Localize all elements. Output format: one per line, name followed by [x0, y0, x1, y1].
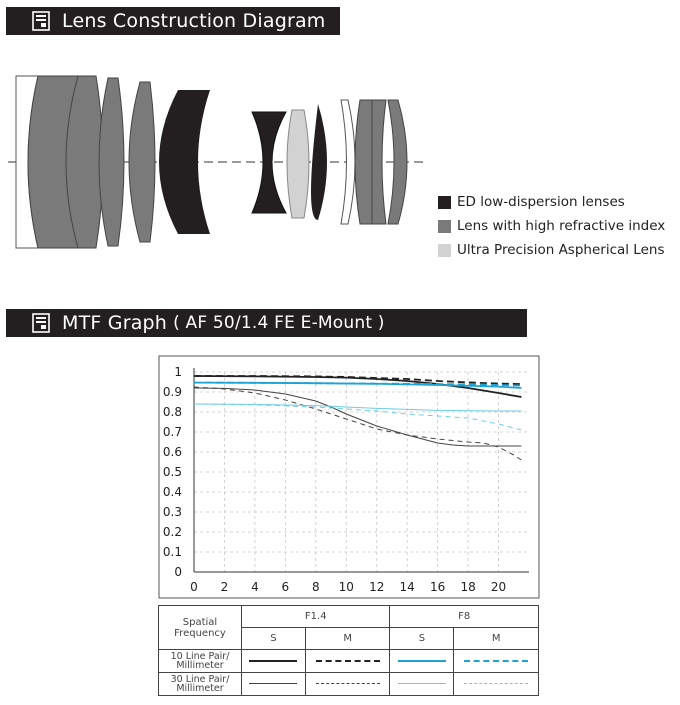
lens-element-3: [66, 76, 103, 248]
x-tick-label: 6: [281, 580, 290, 594]
legend-line-f14-10-s: [249, 660, 297, 662]
lens-construction-title: Lens Construction Diagram: [62, 10, 326, 32]
legend-swatch: [438, 196, 451, 209]
y-tick-label: 0.8: [162, 405, 182, 419]
legend-line-f14-30-s: [249, 683, 297, 684]
x-tick-label: 2: [220, 580, 229, 594]
lens-element-4: [99, 78, 124, 246]
lens-element-10: [341, 100, 355, 224]
legend-label: Ultra Precision Aspherical Lens: [457, 242, 665, 258]
document-icon: [28, 7, 54, 35]
legend-item: [438, 190, 665, 214]
y-tick-label: 0.5: [162, 465, 182, 479]
mtf-graph-subtitle: ( AF 50/1.4 FE E-Mount ): [173, 313, 385, 333]
series-line-F14-30lp-s: [194, 388, 521, 446]
row-label-10lp: 10 Line Pair/ Millimeter: [159, 650, 242, 673]
lens-construction-banner: [6, 7, 340, 35]
lens-element-5: [129, 82, 155, 242]
lens-element-12: [372, 100, 386, 224]
spatial-frequency-header: Spatial Frequency: [159, 606, 242, 650]
y-tick-label: 0.4: [162, 485, 182, 499]
legend-item: [438, 214, 665, 238]
meridional-header: M: [305, 628, 390, 650]
x-tick-label: 10: [338, 580, 354, 594]
lens-element-6: [159, 90, 210, 234]
row-label-30lp: 30 Line Pair/ Millimeter: [159, 673, 242, 696]
y-tick-label: 0.9: [162, 385, 182, 399]
legend-swatch: [438, 220, 451, 233]
mtf-graph-banner: [6, 309, 527, 337]
x-tick-label: 16: [429, 580, 446, 594]
y-tick-label: 0: [174, 565, 182, 579]
x-tick-label: 12: [369, 580, 385, 594]
lens-legend: [438, 190, 665, 262]
x-tick-label: 14: [399, 580, 415, 594]
mtf-legend-table: [158, 605, 539, 696]
y-tick-label: 0.1: [162, 545, 182, 559]
x-tick-label: 4: [251, 580, 259, 594]
y-tick-label: 0.7: [162, 425, 182, 439]
lens-element-9: [311, 104, 327, 220]
legend-line-f8-10-m: [464, 660, 528, 662]
series-line-F14-30lp-m: [194, 387, 521, 460]
document-icon: [28, 309, 54, 337]
legend-line-f14-10-m: [316, 660, 380, 662]
x-tick-label: 20: [490, 580, 507, 594]
aperture-f14-header: F1.4: [242, 606, 390, 628]
lens-element-11: [355, 100, 372, 224]
legend-swatch: [438, 244, 451, 257]
legend-label: Lens with high refractive index: [457, 218, 666, 234]
legend-line-f8-30-s: [398, 683, 446, 684]
mtf-chart: [0, 340, 680, 602]
x-tick-label: 8: [311, 580, 320, 594]
aperture-f8-header: F8: [390, 606, 539, 628]
mtf-graph-title: MTF Graph: [62, 312, 168, 334]
sagittal-header: S: [242, 628, 306, 650]
legend-line-f8-30-m: [464, 683, 528, 684]
y-tick-label: 0.2: [162, 525, 182, 539]
sagittal-header: S: [390, 628, 454, 650]
legend-line-f8-10-s: [398, 660, 446, 662]
lens-element-8: [287, 110, 309, 218]
legend-line-f14-30-m: [316, 683, 380, 684]
legend-label: ED low-dispersion lenses: [457, 194, 625, 210]
x-tick-label: 18: [460, 580, 476, 594]
y-tick-label: 0.6: [162, 445, 182, 459]
legend-item: [438, 238, 665, 262]
x-tick-label: 0: [190, 580, 198, 594]
y-tick-label: 0.3: [162, 505, 182, 519]
y-tick-label: 1: [174, 365, 182, 379]
meridional-header: M: [454, 628, 539, 650]
